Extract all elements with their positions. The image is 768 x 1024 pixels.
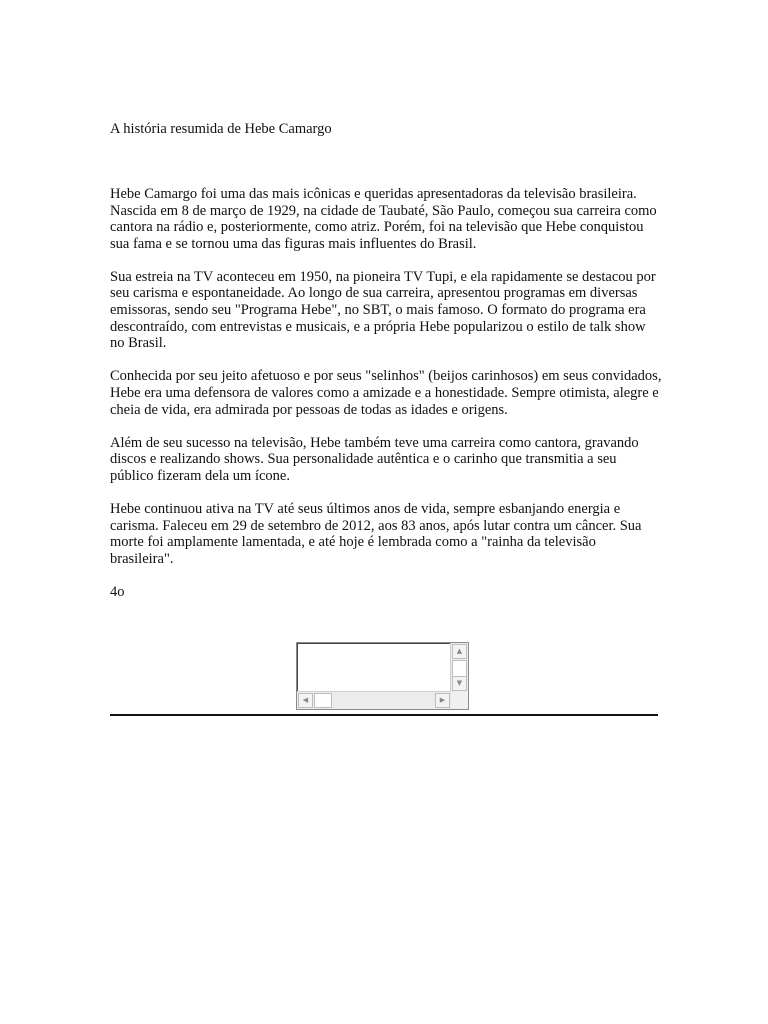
horizontal-scroll-thumb[interactable] <box>314 693 332 708</box>
scroll-down-button[interactable] <box>452 676 467 691</box>
paragraph-3: Conhecida por seu jeito afetuoso e por seus "selinhos" (beijos carinhosos) em seus convidados, Hebe era uma defensora de valores como a amizade e a honestidade. Sempre otimista, alegre e cheia de vida, era admirada por pessoas de todas as idades e origens. <box>110 368 662 418</box>
trailing-text: 4o <box>110 583 125 600</box>
paragraph-4: Além de seu sucesso na televisão, Hebe também teve uma carreira como cantora, gravando discos e realizando shows. Sua personalidade autêntica e o carinho que transmitia a seu público fizeram dela um ícone. <box>110 434 639 484</box>
document-title: A história resumida de Hebe Camargo <box>110 121 332 137</box>
scroll-left-button[interactable] <box>298 693 313 708</box>
horizontal-scrollbar[interactable] <box>297 691 451 709</box>
paragraph-2: Sua estreia na TV aconteceu em 1950, na pioneira TV Tupi, e ela rapidamente se destacou por seu carisma e espontaneidade. Ao longo de sua carreira, apresentou programas em diversas emissoras, sendo seu "Programa Hebe", no SBT, o mais famoso. O formato do programa era descontraído, com entrevistas e musicais, e a própria Hebe popularizou o estilo de talk show no Brasil. <box>110 268 656 352</box>
document-body <box>110 186 662 600</box>
arrow-down-icon: ▼ <box>456 679 463 687</box>
arrow-right-icon: ▶ <box>439 696 446 704</box>
paragraph-5: Hebe continuou ativa na TV até seus últimos anos de vida, sempre esbanjando energia e carisma. Faleceu em 29 de setembro de 2012, aos 83 anos, após lutar contra um câncer. Sua morte foi amplamente lamentada, e até hoje é lembrada como a "rainha da televisão brasileira". <box>110 500 642 567</box>
arrow-left-icon: ◀ <box>302 696 309 704</box>
scrollbar-corner <box>451 692 468 709</box>
scroll-right-button[interactable] <box>435 693 450 708</box>
vertical-scrollbar[interactable] <box>450 643 468 692</box>
paragraph-1: Hebe Camargo foi uma das mais icônicas e queridas apresentadoras da televisão brasileira. Nascida em 8 de março de 1929, na cidade de Taubaté, São Paulo, começou sua carreira como cantora na rádio e, posteriormente, como atriz. Porém, foi na televisão que Hebe conquistou sua fama e se tornou uma das figuras mais influentes do Brasil. <box>110 186 657 252</box>
arrow-up-icon: ▲ <box>456 647 463 655</box>
scroll-up-button[interactable] <box>452 644 467 659</box>
text-area[interactable] <box>296 642 469 710</box>
horizontal-rule <box>110 714 658 716</box>
